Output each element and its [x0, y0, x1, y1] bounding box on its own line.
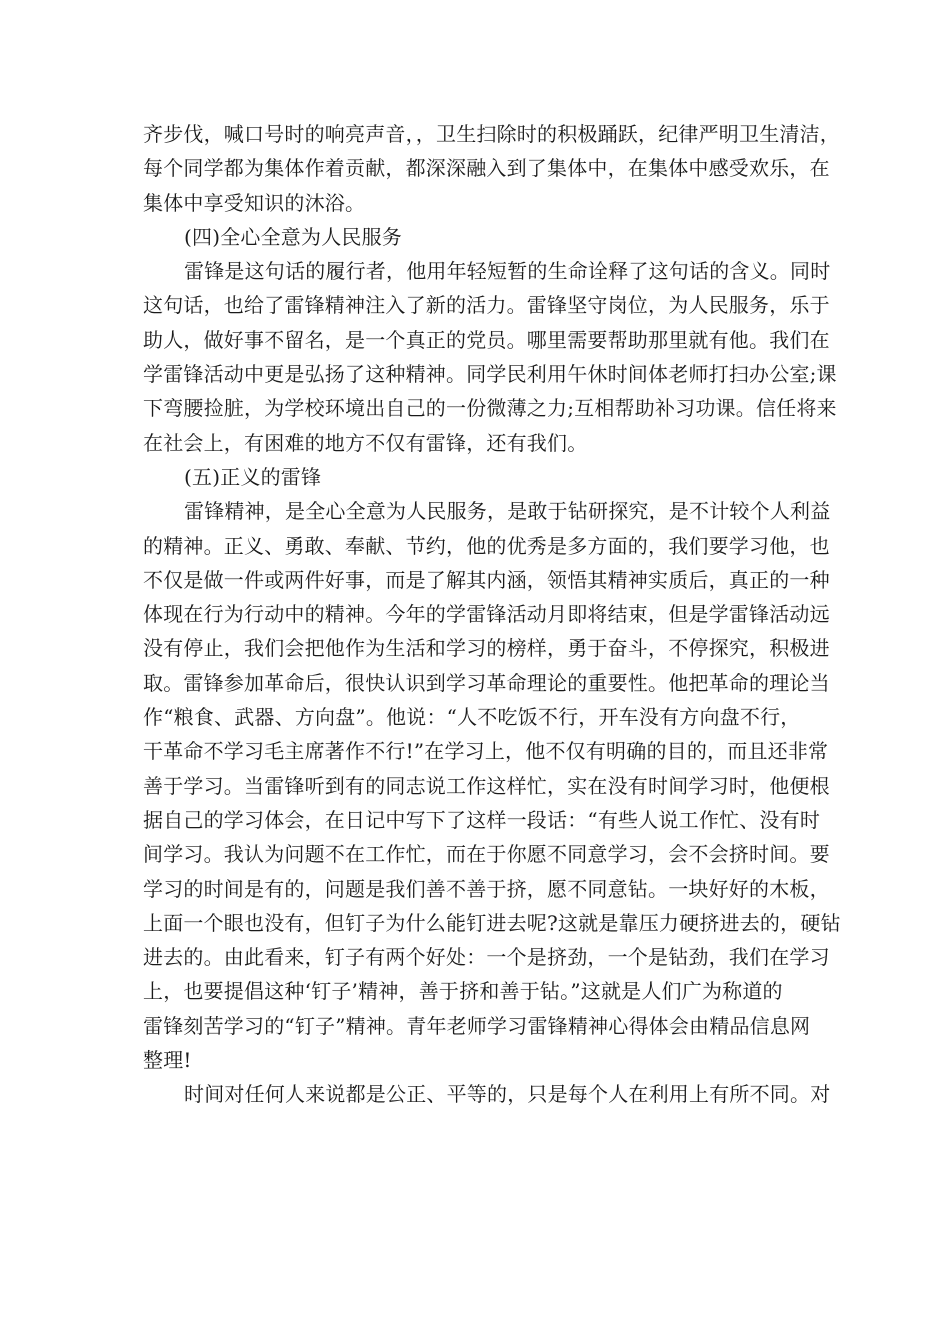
text-line: 在社会上，有困难的地方不仅有雷锋，还有我们。 [143, 430, 588, 455]
text-line: 时间对任何人来说都是公正、平等的，只是每个人在利用上有所不同。对 [184, 1082, 831, 1107]
text-line: 雷锋刻苦学习的“钉子”精神。青年老师学习雷锋精神心得体会由精品信息网 [143, 1013, 811, 1038]
text-line: 学习的时间是有的，问题是我们善不善于挤，愿不同意钻。一块好好的木板， [143, 876, 830, 901]
text-line: 上面一个眼也没有，但钉子为什么能钉进去呢?这就是靠压力硬挤进去的，硬钻 [143, 910, 841, 935]
text-line: 取。雷锋参加革命后，很快认识到学习革命理论的重要性。他把革命的理论当 [143, 670, 830, 695]
text-line: 下弯腰捡脏，为学校环境出自己的一份微薄之力;互相帮助补习功课。信任将来 [143, 396, 837, 421]
text-line: 没有停止，我们会把他作为生活和学习的榜样，勇于奋斗，不停探究，积极进 [143, 636, 830, 661]
text-line: 这句话，也给了雷锋精神注入了新的活力。雷锋坚守岗位，为人民服务，乐于 [143, 293, 830, 318]
text-line: 干革命不学习毛主席著作不行!”在学习上，他不仅有明确的目的，而且还非常 [143, 739, 829, 764]
text-line: 作“粮食、武器、方向盘”。他说：“人不吃饭不行，开车没有方向盘不行， [143, 705, 801, 730]
text-line: 进去的。由此看来，钉子有两个好处：一个是挤劲，一个是钻劲，我们在学习 [143, 945, 830, 970]
section-heading-4: (四)全心全意为人民服务 [184, 224, 403, 249]
text-line: 雷锋精神，是全心全意为人民服务，是敢于钻研探究，是不计较个人利益 [184, 499, 831, 524]
text-line: 据自己的学习体会，在日记中写下了这样一段话：“有些人说工作忙、没有时 [143, 807, 821, 832]
text-line: 雷锋是这句话的履行者，他用年轻短暂的生命诠释了这句话的含义。同时 [184, 259, 831, 284]
text-line: 助人，做好事不留名，是一个真正的党员。哪里需要帮助那里就有他。我们在 [143, 327, 830, 352]
text-line: 学雷锋活动中更是弘扬了这种精神。同学民利用午休时间体老师打扫办公室;课 [143, 362, 837, 387]
document-body [143, 117, 841, 1112]
text-line: 不仅是做一件或两件好事，而是了解其内涵，领悟其精神实质后，真正的一种 [143, 567, 830, 592]
text-line: 善于学习。当雷锋听到有的同志说工作这样忙，实在没有时间学习时，他便根 [143, 773, 830, 798]
text-line: 集体中享受知识的沐浴。 [143, 190, 366, 215]
text-line: 每个同学都为集体作着贡献，都深深融入到了集体中，在集体中感受欢乐，在 [143, 156, 830, 181]
text-line: 齐步伐，喊口号时的响亮声音，，卫生扫除时的积极踊跃，纪律严明卫生清洁， [143, 122, 840, 146]
text-line: 整理! [143, 1048, 192, 1073]
text-line: 上，也要提倡这种‘钉子’精神，善于挤和善于钻。”这就是人们广为称道的 [143, 979, 783, 1004]
text-line: 间学习。我认为问题不在工作忙，而在于你愿不同意学习，会不会挤时间。要 [143, 842, 830, 867]
text-line: 的精神。正义、勇敢、奉献、节约，他的优秀是多方面的，我们要学习他，也 [143, 533, 830, 558]
text-line: 体现在行为行动中的精神。今年的学雷锋活动月即将结束，但是学雷锋活动远 [143, 602, 830, 627]
section-heading-5: (五)正义的雷锋 [184, 464, 322, 489]
